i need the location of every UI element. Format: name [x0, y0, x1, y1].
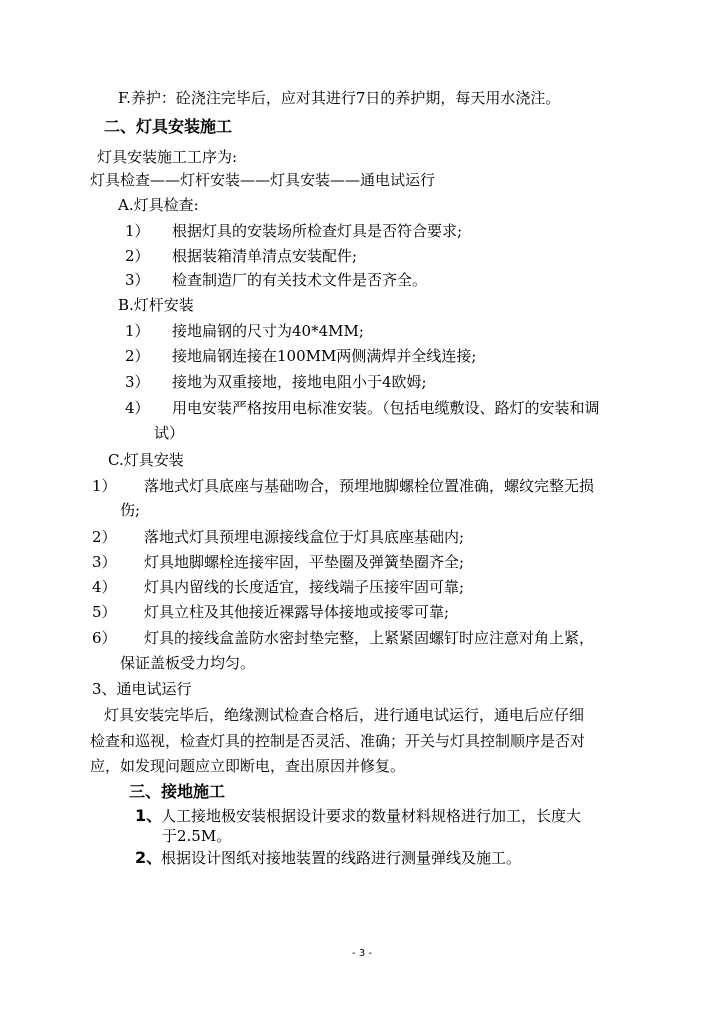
text: C.灯具安装 [108, 451, 184, 469]
text: 接地扁钢连接在100MM两侧满焊并全线连接; [172, 347, 477, 365]
list-number: 3） [125, 271, 150, 289]
text: 落地式灯具底座与基础吻合，预埋地脚螺栓位置准确，螺纹完整无损 [144, 477, 595, 495]
text: 于2.5M。 [162, 827, 232, 845]
text: 接地为双重接地，接地电阻小于4欧姆; [172, 373, 427, 391]
list-item-b4 [125, 398, 600, 418]
list-item-grounding-1-continuation [162, 826, 231, 846]
list-number: 2） [92, 528, 117, 546]
list-number: 3） [125, 373, 150, 391]
list-number: 2） [125, 247, 150, 265]
list-item-a1 [125, 221, 462, 241]
list-number: 4） [92, 578, 117, 596]
text: 试） [154, 424, 185, 442]
text: 检查和巡视，检查灯具的控制是否灵活、准确；开关与灯具控制顺序是否对 [90, 732, 586, 750]
text: 根据装箱清单清点安装配件; [172, 247, 358, 265]
list-item-c2 [92, 527, 464, 547]
list-item-c6-continuation [120, 653, 255, 673]
paragraph-test-run-2 [90, 731, 585, 751]
text: 灯具的接线盒盖防水密封垫完整，上紧紧固螺钉时应注意对角上紧， [144, 629, 595, 647]
text: F.养护：砼浇注完毕后，应对其进行7日的养护期，每天用水浇注。 [118, 89, 561, 107]
paragraph-curing [118, 88, 560, 108]
text: 3、通电试运行 [92, 680, 192, 698]
list-number: 1） [125, 222, 150, 240]
list-number: 6） [92, 629, 117, 647]
list-number: 4） [125, 399, 150, 417]
list-number: 2、 [135, 848, 163, 867]
section-heading-3 [129, 782, 225, 802]
text: 三、接地施工 [129, 782, 226, 801]
subheading-a [118, 195, 199, 215]
list-item-c3 [92, 552, 464, 572]
list-item-c1 [92, 476, 594, 496]
list-number: 1） [125, 322, 150, 340]
text: 人工接地极安装根据设计要求的数量材料规格进行加工，长度大 [161, 807, 582, 825]
list-item-c5 [92, 602, 449, 622]
list-item-grounding-2 [135, 848, 521, 868]
list-item-a2 [125, 246, 357, 266]
list-item-b1 [125, 321, 364, 341]
text: 接地扁钢的尺寸为40*4MM; [172, 322, 364, 340]
list-number: 3） [92, 553, 117, 571]
section-heading-2 [104, 117, 232, 137]
text: 保证盖板受力均匀。 [120, 654, 256, 672]
list-item-c4 [92, 577, 464, 597]
subheading-b [118, 295, 194, 315]
list-number: 5） [92, 603, 117, 621]
text: 灯具检查——灯杆安装——灯具安装——通电试运行 [90, 171, 436, 189]
paragraph-procedure-intro [97, 147, 237, 167]
subheading-c [108, 450, 184, 470]
list-item-b2 [125, 346, 476, 366]
text: A.灯具检查: [118, 196, 199, 214]
list-item-b3 [125, 372, 427, 392]
paragraph-test-run-1 [104, 705, 584, 725]
text: 落地式灯具预埋电源接线盒位于灯具底座基础内; [144, 528, 465, 546]
text: 根据灯具的安装场所检查灯具是否符合要求; [172, 222, 463, 240]
text: 检查制造厂的有关技术文件是否齐全。 [172, 271, 428, 289]
text: 根据设计图纸对接地装置的线路进行测量弹线及施工。 [161, 849, 522, 867]
list-number: 1） [92, 477, 117, 495]
subheading-3 [92, 679, 192, 699]
text: 灯具内留线的长度适宜，接线端子压接牢固可靠; [144, 578, 465, 596]
text: 用电安装严格按用电标准安装。（包括电缆敷设、路灯的安装和调 [172, 399, 600, 417]
paragraph-procedure-flow [90, 170, 435, 190]
list-item-c6 [92, 628, 594, 648]
list-item-grounding-1 [135, 806, 581, 826]
list-item-a3 [125, 270, 427, 290]
page-number: - 3 - [352, 948, 372, 959]
list-item-b4-continuation [154, 423, 184, 443]
text: 灯具安装施工工序为: [97, 148, 238, 166]
text: 灯具立柱及其他接近裸露导体接地或接零可靠; [144, 603, 450, 621]
list-number: 1、 [135, 806, 163, 825]
paragraph-test-run-3 [90, 756, 405, 776]
text: 二、灯具安装施工 [104, 117, 233, 136]
text: 应，如发现问题应立即断电，查出原因并修复。 [90, 757, 406, 775]
text: 灯具安装完毕后，绝缘测试检查合格后，进行通电试运行，通电后应仔细 [104, 706, 585, 724]
list-item-c1-continuation [120, 500, 140, 520]
text: 灯具地脚螺栓连接牢固，平垫圈及弹簧垫圈齐全; [144, 553, 465, 571]
text: 伤; [120, 501, 141, 519]
list-number: 2） [125, 347, 150, 365]
text: B.灯杆安装 [118, 296, 194, 314]
